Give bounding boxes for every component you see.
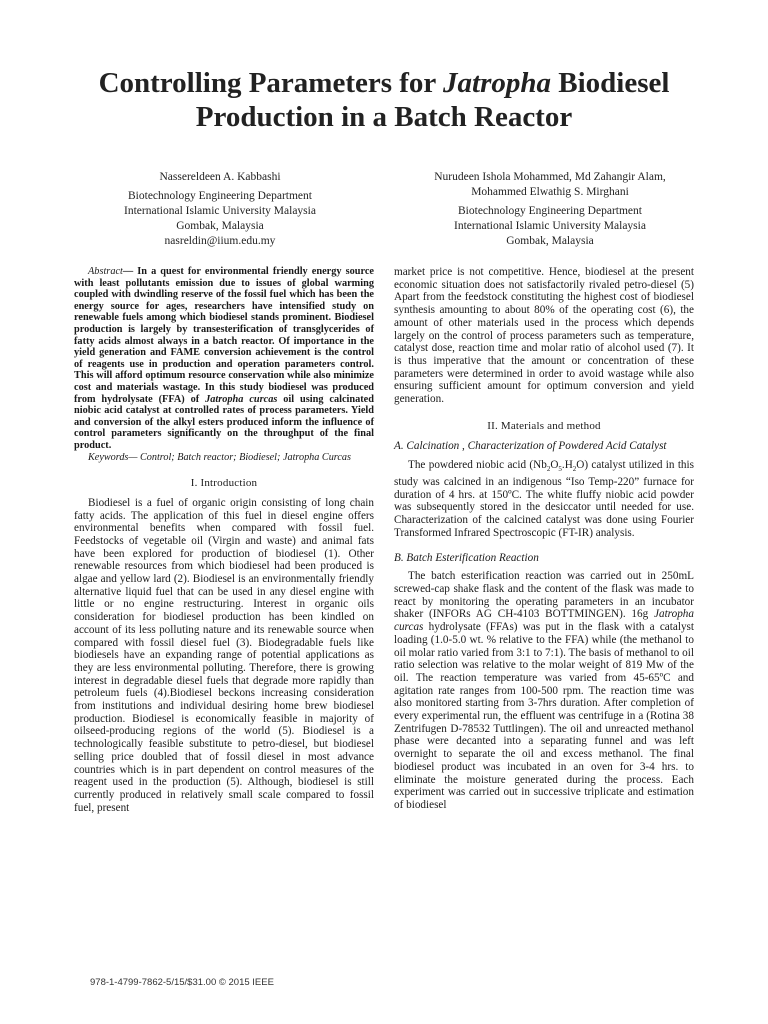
author-name: Nassereldeen A. Kabbashi	[159, 171, 281, 183]
author-names: Nurudeen Ishola Mohammed, Md Zahangir Alam,	[434, 171, 666, 183]
paper-title	[60, 66, 708, 134]
calcination-text: The powdered niobic acid $(Nb_2O_5.H_2O)$ catalyst utilized in this study was calcined in an indigenous “Iso Temp-220” furnace for duration of 4 hrs. at 150ºC. The white fluffy niobic acid powder was subsequently stored in the desiccator until needed for use. Characterization of the calcined catalyst was done using Fourier Transformed Infrared Spectroscopic (FT-IR) analysis.	[394, 459, 694, 539]
author-city: Gombak, Malaysia	[506, 235, 594, 247]
introduction-continued-text: market price is not competitive. Hence, biodiesel at the present economic situation does not satisfactorily rivaled petro-diesel (5) Apart from the feedstock constituting the highest cost of biodiesel synthesis amounting to about 80% of the operating cost (6), the amount of other materials used in the process which depends largely on the control of process parameters such as temperature, catalyst dose, reaction time and molar ratio of alcohol used (7). It is thus imperative that the amount or concentration of these parameters were determined in order to avoid wastage while also ensuring sufficient amount for optimum conversion and yield generation.	[394, 266, 694, 406]
abstract: Abstract— In a quest for environmental friendly energy source with least pollutants emission due to issues of global warming coupled with dwindling reserve of the fossil fuel which has been the energy source for ages, researchers have intensified study on renewable fuels among which biodiesel stands prominent. Biodiesel production is largely by transesterification of transglycerides of fatty acids almost always in a batch reactor. Of importance in the yield generation and FAME conversion achievement is the control of reagents use in production and operation parameters control. This will afford optimum resource conservation while also minimize cost and materials wastage. In this study biodiesel was produced from hydrolysate (FFA) of Jatropha curcas oil using calcinated niobic acid catalyst at controlled rates of process parameters. Yield and conversion of the alkyl esters produced inform the influence of control parameters significantly on the throughput of the final product.	[74, 266, 374, 451]
author-dept: Biotechnology Engineering Department	[458, 205, 642, 217]
subsection-heading-calcination: A. Calcination , Characterization of Powdered Acid Catalyst	[394, 440, 667, 453]
title-line-2: Production in a Batch Reactor	[195, 101, 573, 133]
section-heading-introduction: I. Introduction	[190, 477, 258, 490]
author-email: nasreldin@iium.edu.my	[164, 235, 276, 247]
author-univ: International Islamic University Malaysia	[124, 205, 316, 217]
author-block-left	[80, 170, 360, 249]
author-names: Mohammed Elwathig S. Mirghani	[471, 186, 629, 198]
introduction-text: Biodiesel is a fuel of organic origin consisting of long chain fatty acids. The application of this fuel in diesel engine offers environmental benefits when compared with fossil fuel. Feedstocks of vegetable oil (Virgin and waste) and animal fats have been explored for production of biodiesel (1). Other renewable resources from which biodiesel had been produced is algae and yellow lard (2). Biodiesel is an environmentally friendly alternative liquid fuel that can be used in any diesel engine with little or no engine restructuring. Interest in organic oils consideration for biodiesel production has been kindled on account of its less polluting nature and its renewable source when compared with fossil diesel fuel (3). Biodegradable fuels like biodiesels have an expanding range of potential applications as they are less environmental polluting. Therefore, there is growing interest in degradable diesel fuels that degrade more rapidly than petroleum fuels (4).Biodiesel beckons increasing consideration from institutions and individual desiring home brew biodiesel production. Biodiesel is economically feasible in majority of oilseed-producing regions of the world (5). Biodiesel is a technologically feasible substitute to petro-diesel, but biodiesel selling price doubled that of fossil diesel in most advance countries which is in part dependent on control measures of the reagent used in the production (5). Although, biodiesel is still currently produced in relatively small scale compared to fossil fuel, present	[74, 496, 374, 814]
copyright-footer: 978-1-4799-7862-5/15/$31.00 © 2015 IEEE	[90, 977, 274, 988]
left-column	[74, 266, 374, 814]
author-dept: Biotechnology Engineering Department	[128, 190, 312, 202]
title-line-1: Controlling Parameters for Jatropha Biodiesel	[98, 67, 670, 99]
esterification-text: The batch esterification reaction was carried out in 250mL screwed-cap shake flask and the content of the flask was made to react by monitoring the operating parameters in an incubator shaker (INFORs AG CH-4103 BOTTMINGEN). 16g Jatropha curcas hydrolysate (FFAs) was put in the flask with a catalyst loading (1.0-5.0 wt. % relative to the FFA) while (the methanol to oil molar ratio varied from 3:1 to 7:1). The basis of methanol to oil ratio selection was relative to the molar weight of 819 Mw of the oil. The reaction temperature was varied from 45-65ºC and agitation rate ranges from 100-500 rpm. The reaction time was also monitored starting from 3-7hrs duration. After completion of every experimental run, the effluent was centrifuge in a (Rotina 38 Zentrifugen D-78532 Tuttlingen). The oil and unreacted methanol phase were decanted into a separating funnel and was left overnight to separate the oil and excess methanol. The final biodiesel product was incubated in an oven for 3-4 hrs. to eliminate the moisture generated during the process. Each experiment was carried out in successive triplicate and estimation of biodiesel	[394, 570, 694, 811]
author-univ: International Islamic University Malaysia	[454, 220, 646, 232]
author-block-right	[400, 170, 700, 249]
section-heading-methods: II. Materials and method	[487, 419, 601, 432]
right-column	[394, 266, 694, 812]
author-city: Gombak, Malaysia	[176, 220, 264, 232]
subsection-heading-esterification: B. Batch Esterification Reaction	[394, 551, 539, 564]
keywords: Keywords— Control; Batch reactor; Biodiesel; Jatropha Curcas	[88, 451, 351, 463]
